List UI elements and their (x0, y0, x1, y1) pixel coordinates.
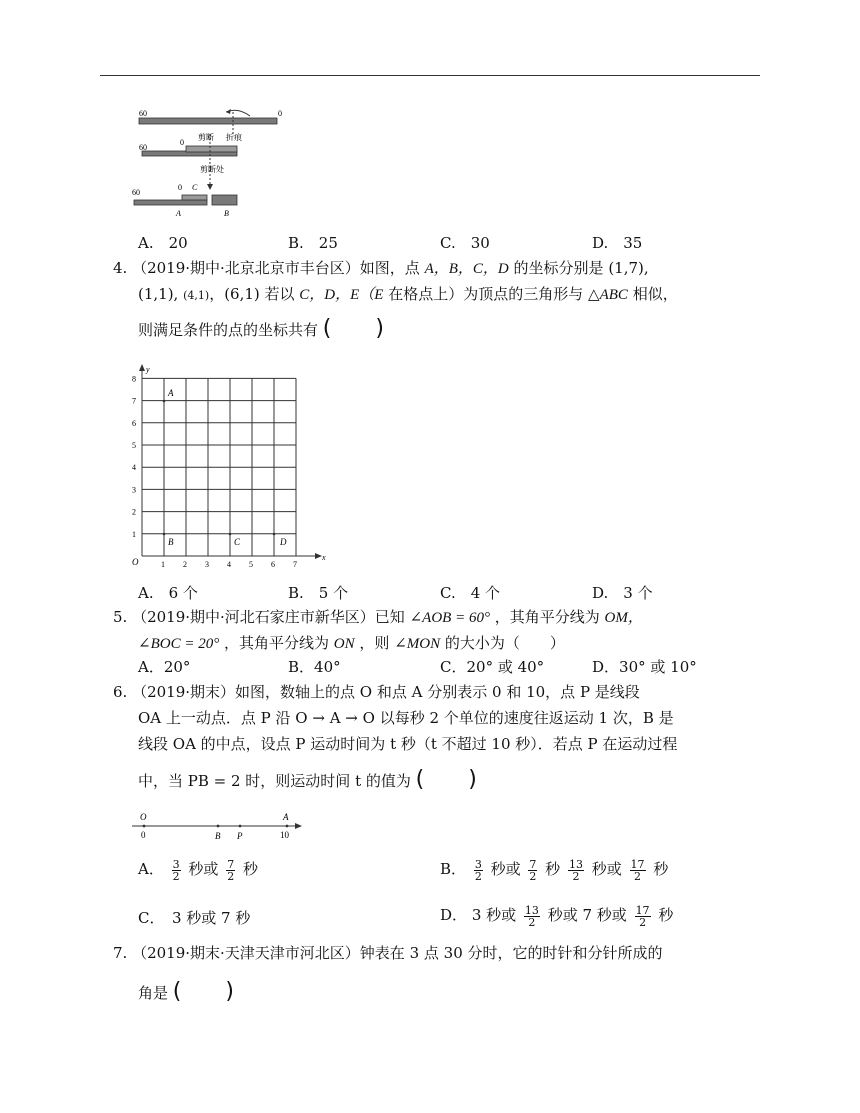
q5-text-2c: 的大小为（ ） (444, 634, 565, 652)
number-line-figure (130, 808, 310, 842)
q3-option-a[interactable]: A. 20 (138, 234, 188, 252)
frac-den: 2 (528, 915, 536, 929)
opt-text: 秒或 (591, 860, 622, 878)
q7-answer-paren: ( ) (172, 979, 234, 1004)
point-d-label: D (280, 537, 287, 547)
frac-den: 2 (529, 869, 537, 883)
q7-line2 (138, 981, 234, 1004)
label-60-top: 60 (139, 109, 147, 118)
q4-source: （2019·期中·北京北京市丰台区）如图，点 (132, 259, 420, 277)
q6-line3: 线段 OA 的中点，设点 P 运动时间为 t 秒（t 不超过 10 秒）．若点 P 在运动过程 (138, 735, 678, 753)
q5-source: （2019·期中·河北石家庄市新华区）已知 (132, 608, 405, 626)
q3-option-d[interactable]: D. 35 (592, 234, 643, 252)
q4-points-cde: C，D，E（E (299, 287, 384, 303)
q4-triangle: △ABC (588, 287, 628, 303)
opt-label: B． (440, 860, 467, 878)
x-axis-label: x (322, 553, 326, 562)
q5-angle-aob: ∠AOB = 60° (409, 610, 490, 626)
frac-den: 2 (172, 869, 180, 883)
q6-option-d[interactable] (440, 904, 673, 928)
q5-line1 (113, 606, 643, 629)
q4-line2 (138, 283, 678, 307)
numline-p: P (237, 831, 243, 841)
q4-text-2c: ，(6,1) 若以 (209, 285, 295, 303)
y-tick-label: 3 (132, 485, 136, 495)
frac-7-2 (528, 859, 537, 882)
y-tick-label: 4 (132, 463, 136, 473)
frac-num: 3 (172, 857, 180, 871)
q5-text-1b: ，其角平分线为 (494, 608, 600, 626)
q4-option-a[interactable]: A. 6 个 (138, 584, 198, 602)
q3-option-b[interactable]: B. 25 (288, 234, 338, 252)
frac-3-2 (172, 859, 181, 882)
q6-option-a[interactable] (138, 858, 258, 882)
q4-coord-b: (1,1), (138, 285, 179, 303)
q6-text-4: 中，当 PB = 2 时，则运动时间 t 的值为 (138, 772, 411, 790)
numline-b: B (215, 831, 221, 841)
frac-num: 17 (635, 903, 650, 917)
label-segment-a: A (176, 209, 181, 218)
q7-text-1: （2019·期末·天津天津市河北区）钟表在 3 点 30 分时，它的时针和分针所成的 (132, 944, 663, 962)
q6-answer-paren: ( ) (415, 767, 477, 792)
frac-num: 7 (227, 857, 235, 871)
opt-text: 秒 (658, 906, 674, 924)
frac-3-2 (474, 859, 483, 882)
y-axis-label: y (146, 365, 150, 374)
label-c: C (192, 183, 198, 192)
label-60-mid: 60 (139, 143, 147, 152)
x-tick-label: 4 (227, 560, 231, 569)
opt-text: 秒 (545, 860, 561, 878)
frac-17-2 (630, 859, 646, 882)
opt-text: 秒或 7 秒或 (547, 906, 627, 924)
q5-option-d[interactable]: D．30° 或 10° (592, 658, 697, 676)
q4-number: 4. (113, 259, 128, 277)
numline-a: A (283, 812, 289, 822)
x-tick-label: 5 (249, 560, 253, 569)
opt-text: 秒 (653, 860, 669, 878)
opt-text: 秒或 (490, 860, 521, 878)
q5-line2 (138, 632, 565, 655)
x-tick-label: 7 (293, 560, 297, 569)
q4-answer-paren: ( ) (322, 316, 384, 341)
q5-option-b[interactable]: B．40° (288, 658, 341, 676)
opt-text: 秒或 (188, 860, 219, 878)
q5-number: 5. (113, 608, 128, 626)
label-fold: 折痕 (226, 133, 242, 142)
q6-option-b[interactable] (440, 858, 668, 882)
q4-option-b[interactable]: B. 5 个 (288, 584, 349, 602)
y-tick-label: 7 (132, 396, 136, 406)
y-tick-label: 2 (132, 507, 136, 517)
q4-text-1b: 的坐标分别是 (1,7), (513, 259, 649, 277)
coordinate-grid (130, 360, 340, 570)
point-c-label: C (234, 537, 241, 547)
y-tick-label: 5 (132, 441, 136, 450)
label-0-mid: 0 (180, 138, 184, 147)
header-rule (100, 75, 760, 76)
q6-line1 (113, 681, 640, 703)
frac-den: 2 (474, 869, 482, 883)
frac-num: 13 (524, 903, 539, 917)
q4-points-abcd: A，B，C，D (424, 261, 509, 277)
label-segment-b: B (224, 209, 229, 218)
frac-num: 13 (568, 857, 583, 871)
opt-label: D． (440, 906, 468, 924)
point-b-label: B (168, 537, 174, 547)
q7-line1 (113, 942, 663, 964)
x-tick-label: 6 (271, 560, 275, 569)
opt-text: 秒 (242, 860, 258, 878)
q5-text-2b: ，则 (359, 634, 390, 652)
frac-den: 2 (634, 869, 642, 883)
q6-option-c[interactable]: C． 3 秒或 7 秒 (138, 909, 251, 927)
q3-option-c[interactable]: C. 30 (440, 234, 490, 252)
q5-option-c[interactable]: C．20° 或 40° (440, 658, 545, 676)
numline-ten: 10 (280, 830, 289, 840)
frac-13-2 (524, 905, 540, 928)
y-tick-label: 6 (132, 418, 136, 428)
frac-num: 17 (630, 857, 645, 871)
q6-line4 (138, 769, 477, 792)
strip-cut-figure (128, 104, 288, 220)
q6-text-1: （2019·期末）如图，数轴上的点 O 和点 A 分别表示 0 和 10，点 P 是线段 (132, 683, 640, 701)
frac-den: 2 (572, 869, 580, 883)
numline-o: O (140, 812, 147, 822)
origin-label: O (132, 557, 139, 567)
q5-on: ON (333, 636, 355, 652)
q4-text-2d: 在格点上）为顶点的三角形与 (388, 285, 584, 303)
y-tick-label: 8 (132, 374, 136, 384)
y-tick-label: 1 (132, 529, 136, 539)
q4-line1 (113, 257, 649, 280)
frac-den: 2 (639, 915, 647, 929)
q7-number: 7. (113, 944, 128, 962)
q4-line3 (138, 318, 384, 341)
frac-num: 7 (529, 857, 537, 871)
q6-line2: OA 上一动点．点 P 沿 O → A → O 以每秒 2 个单位的速度往返运动 1 次，B 是 (138, 709, 674, 727)
frac-7-2 (226, 859, 235, 882)
q4-text-3: 则满足条件的点的坐标共有 (138, 321, 319, 339)
q5-om: OM， (604, 610, 643, 626)
q5-option-a[interactable]: A．20° (138, 658, 191, 676)
label-60-bottom: 60 (132, 188, 140, 197)
q4-option-c[interactable]: C. 4 个 (440, 584, 501, 602)
q4-text-2e: 相似， (632, 285, 678, 303)
frac-17-2 (635, 905, 651, 928)
x-tick-label: 1 (161, 560, 165, 569)
x-tick-label: 2 (183, 560, 187, 569)
label-cut-position: 剪断处 (200, 165, 224, 174)
q7-text-2: 角是 (138, 984, 169, 1002)
q4-coord-c: (4,1) (183, 289, 210, 302)
frac-num: 3 (474, 857, 482, 871)
numline-zero: 0 (141, 830, 146, 840)
opt-text: 3 秒或 (471, 906, 517, 924)
opt-label: A． (138, 860, 164, 878)
label-0-bottom: 0 (178, 183, 182, 192)
point-a-label: A (168, 388, 174, 398)
label-0-top: 0 (278, 109, 282, 118)
q6-number: 6. (113, 683, 128, 701)
frac-den: 2 (227, 869, 235, 883)
x-tick-label: 3 (205, 560, 209, 569)
q4-option-d[interactable]: D. 3 个 (592, 584, 653, 602)
frac-13-2 (568, 859, 584, 882)
q5-text-2a: ，其角平分线为 (223, 634, 329, 652)
q5-angle-mon: ∠MON (394, 636, 441, 652)
label-cut: 剪断 (198, 133, 214, 142)
q5-angle-boc: ∠BOC = 20° (138, 636, 220, 652)
